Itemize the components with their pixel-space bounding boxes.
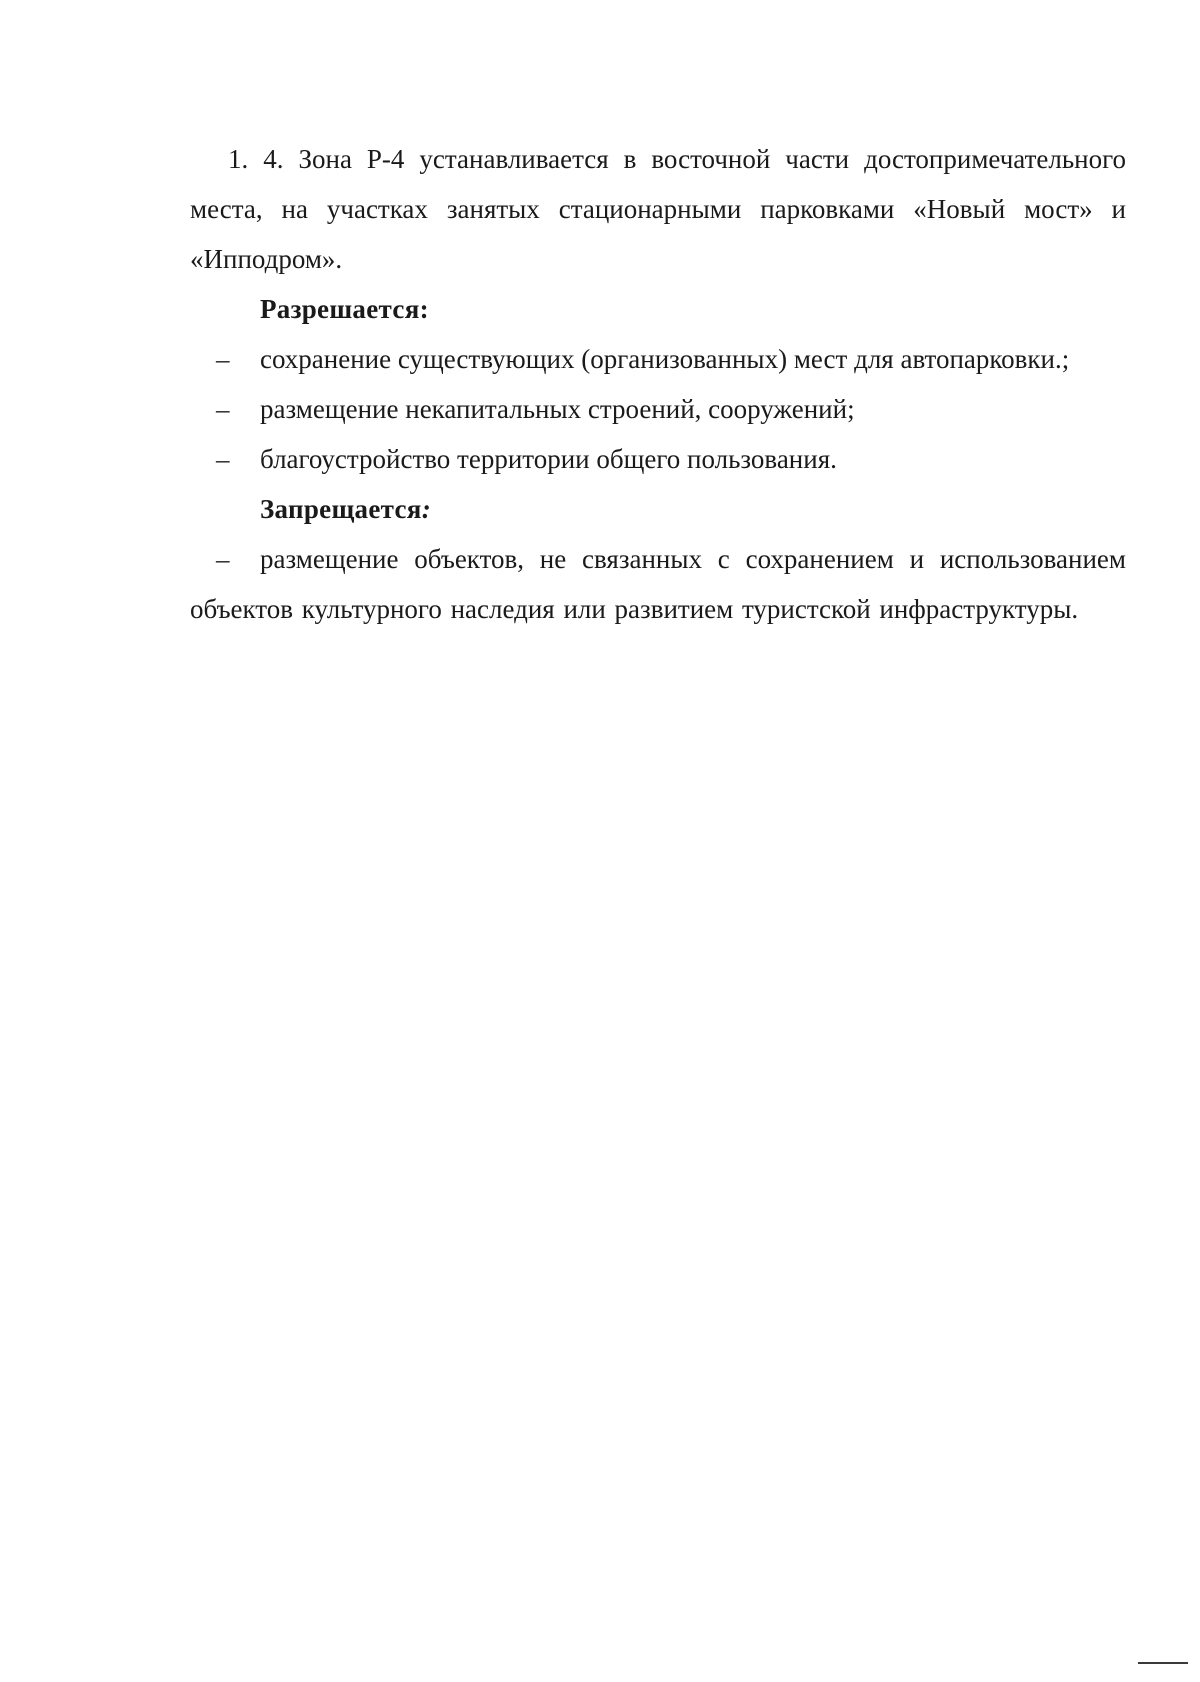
forbidden-item-text: размещение объектов, не связанных с сохранением и использованием объектов культурного наследия или развитием туристской инфраструктуры. xyxy=(190,544,1126,624)
allowed-heading-text: Разрешается xyxy=(260,294,420,324)
forbidden-list-item xyxy=(190,534,1126,634)
forbidden-heading xyxy=(190,484,1126,534)
list-dash: – xyxy=(216,394,230,424)
allowed-list-item xyxy=(190,384,1126,434)
allowed-list-item xyxy=(190,334,1126,384)
zone-paragraph: 1. 4. Зона Р-4 устанавливается в восточной части достопримечательного места, на участках занятых стационарными парковками «Новый мост» и «Ипподром». xyxy=(190,144,1126,274)
allowed-heading xyxy=(190,284,1126,334)
allowed-item-text: благоустройство территории общего пользования. xyxy=(260,444,837,474)
allowed-item-text: размещение некапитальных строений, сооружений; xyxy=(260,394,855,424)
forbidden-heading-colon: : xyxy=(421,494,432,524)
allowed-heading-colon: : xyxy=(419,294,429,324)
forbidden-heading-text: Запрещается xyxy=(260,494,422,524)
document-body xyxy=(190,134,1126,634)
list-dash: – xyxy=(216,344,230,374)
allowed-item-text: сохранение существующих (организованных) мест для автопарковки.; xyxy=(260,344,1070,374)
list-dash: – xyxy=(216,444,230,474)
allowed-list-item xyxy=(190,434,1126,484)
scan-mark-line xyxy=(1138,1662,1188,1664)
list-dash: – xyxy=(216,544,230,574)
